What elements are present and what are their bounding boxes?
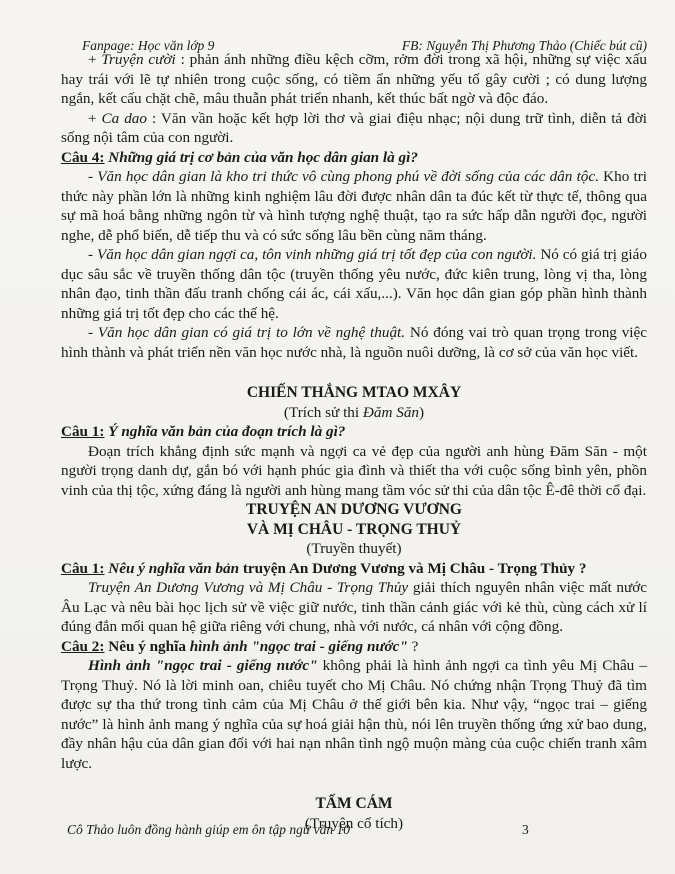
answer-2-an-duong-vuong: Hình ảnh "ngọc trai - giếng nước" không phải là hình ảnh ngợi ca tình yêu Mị Châu – Trọng Thuỷ. Nó là lời minh oan, chiêu tuyết cho Mị Châu. Nó chứng nhận Trọng Thuỷ đã tìm được sự tha thứ trong tình cảm của Mị Châu ở thế giới bên kia. Như vậy, “ngọc trai – giếng nước” là hình ảnh mang ý nghĩa của sự hoá giải hận thù, nói lên truyền thống ứng xử bao dung, đầy nhân hậu của dân gian đối với hai nạn nhân tình ngộ muộn màng của cuộc chiến tranh xâm lược. xyxy=(61,657,648,772)
document-body xyxy=(61,50,647,833)
section-title-an-duong-vuong-2: VÀ MỊ CHÂU - TRỌNG THUỶ xyxy=(246,520,462,538)
paragraph-truyen-cuoi: + Truyện cười : phản ánh những điều kệch cỡm, rởm đời trong xã hội, những sự việc xấu hay trái với lẽ tự nhiên trong cuộc sống, có tiềm ẩn những yếu tố gây cười ; có dung lượng ngắn, kết cấu chặt chẽ, mâu thuẫn phát triển nhanh, kết thúc bất ngờ và độc đáo. xyxy=(61,51,647,107)
paragraph-value-ethics: - Văn học dân gian ngợi ca, tôn vinh những giá trị tốt đẹp của con người. Nó có giá trị giáo dục sâu sắc về truyền thống dân tộc (truyền thống yêu nước, đức kiên trung, lòng vị tha, lòng nhân đạo, tinh thần đấu tranh chống cái ác, cái xấu,...). Văn học dân gian góp phần hình thành những giá trị tốt đẹp cho các thế hệ. xyxy=(61,246,647,322)
section-subtitle-mtao-mxay: (Trích sử thi Đăm Săn) xyxy=(283,403,425,421)
section-title-an-duong-vuong-1: TRUYỆN AN DƯƠNG VƯƠNG xyxy=(245,501,462,518)
paragraph-value-knowledge: - Văn học dân gian là kho tri thức vô cùng phong phú về đời sống của các dân tộc. Kho tri thức này phần lớn là những kinh nghiệm lâu đời được nhân dân ta đúc kết từ thực tế, thông qua sự mã hoá bằng những ngôn từ và hình tượng nghệ thuật, tạo ra sức hấp dẫn người đọc, người nghe, dễ phổ biến, dễ tiếp thu và có sức sống lâu bền cùng năm tháng. xyxy=(61,168,648,244)
answer-1-an-duong-vuong: Truyện An Dương Vương và Mị Châu - Trọng Thủy giải thích nguyên nhân việc mất nước Âu Lạc và nêu bài học lịch sử về việc giữ nước, tinh thần cảnh giác với kẻ thù, cùng cách xử lí đúng đắn mối quan hệ giữa riêng với chung, nhà với nước, cá nhân với cộng đồng. xyxy=(61,579,648,635)
paragraph-value-art: - Văn học dân gian có giá trị to lớn về nghệ thuật. Nó đóng vai trò quan trọng trong việc hình thành và phát triển nền văn học nước nhà, là nguồn nuôi dưỡng, là cơ sở của văn học viết. xyxy=(61,324,648,361)
section-title-tam-cam: TẤM CÁM xyxy=(315,795,393,812)
answer-1-mtao-mxay: Đoạn trích khẳng định sức mạnh và ngợi ca vẻ đẹp của người anh hùng Đăm Săn - một người trọng danh dự, gắn bó với hạnh phúc gia đình và thiết tha với cuộc sống bình yên, phồn vinh của thị tộc, xứng đáng là người anh hùng mang tầm vóc sử thi của dân tộc Ê-đê thời cổ đại. xyxy=(61,442,647,499)
section-subtitle-tam-cam: (Truyện cổ tích) xyxy=(304,814,404,832)
section-title-mtao-mxay: CHIẾN THẮNG MTAO MXÂY xyxy=(246,384,462,401)
question-2-an-duong-vuong: Câu 2: Nêu ý nghĩa hình ảnh "ngọc trai - giếng nước" ? xyxy=(61,637,419,655)
term-ca-dao: Ca dao xyxy=(101,109,147,127)
question-1-mtao-mxay: Câu 1: Ý nghĩa văn bản của đoạn trích là gì? xyxy=(61,423,346,440)
question-1-an-duong-vuong: Câu 1: Nêu ý nghĩa văn bản truyện An Dương Vương và Mị Châu - Trọng Thủy ? xyxy=(61,559,587,577)
header-left: Fanpage: Học văn lớp 9 xyxy=(82,38,215,53)
term-truyen-cuoi: Truyện cười xyxy=(101,51,176,68)
header-right: FB: Nguyễn Thị Phương Thảo (Chiếc bút cũ) xyxy=(401,38,647,53)
question-4: Câu 4: Những giá trị cơ bản của văn học dân gian là gì? xyxy=(61,148,418,166)
section-subtitle-an-duong-vuong: (Truyền thuyết) xyxy=(306,540,402,557)
footer-text: Cô Thảo luôn đồng hành giúp em ôn tập ngữ văn 10 xyxy=(67,822,350,837)
paragraph-ca-dao: + Ca dao : Văn vần hoặc kết hợp lời thơ và giai điệu nhạc; nội dung trữ tình, diễn tả đời sống nội tâm của con người. xyxy=(61,109,647,146)
page-number: 3 xyxy=(522,822,529,837)
